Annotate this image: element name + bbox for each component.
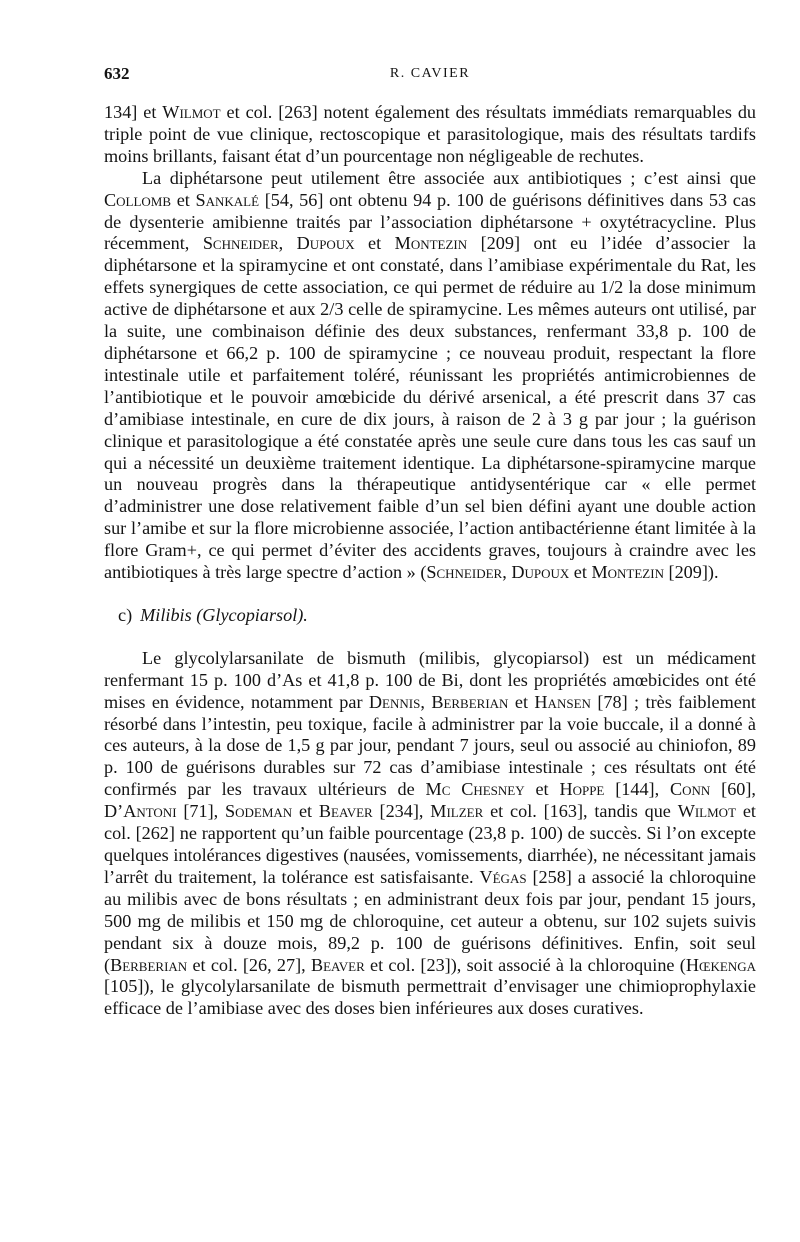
text-run: et [292, 801, 319, 822]
text-run: et col. [163], tandis que [483, 801, 678, 822]
text-run: , [420, 691, 432, 712]
body-text [104, 102, 756, 1020]
author-name: Hœkenga [685, 954, 756, 975]
text-run: [71], [176, 801, 225, 822]
text-run: et col. [23]), soit associé à la chloroquine ( [364, 954, 686, 975]
author-name: Berberian [110, 954, 188, 975]
author-name: Schneider [426, 562, 503, 583]
text-run: et [508, 691, 535, 712]
author-name: D’Antoni [104, 801, 177, 822]
text-run: et [171, 189, 196, 210]
author-name: Wilmot [677, 801, 737, 822]
text-run: et col. [263] notent également des résultats immédiats remarquables du triple point de vue clinique, rectoscopique et parasitologique, mais des résultats tardifs moins brillants, faisant état d’un pourcentage non négligeable de rechutes. [104, 102, 757, 166]
text-run: La diphétarsone peut utilement être associée aux antibiotiques ; c’est ainsi que [142, 167, 756, 188]
author-name: Montezin [591, 562, 664, 583]
author-name: Montezin [394, 233, 468, 254]
text-run: [144], [604, 779, 670, 800]
running-head: R. CAVIER [389, 66, 471, 81]
section-title: Milibis (Glycopiarsol). [140, 604, 308, 625]
text-run: , [278, 233, 297, 254]
text-run: 134] et [104, 102, 163, 122]
author-name: Mc Chesney [425, 779, 525, 800]
author-name: Collomb [104, 189, 172, 210]
author-name: Schneider [202, 233, 279, 254]
author-name: Beaver [310, 954, 365, 975]
section-letter: c) [118, 604, 133, 625]
text-run: , [502, 562, 512, 583]
text-run: [105]), le glycolylarsanilate de bismuth permettrait d’envisager une chimioprophylaxie efficace de l’amibiase avec des doses bien inférieures aux doses curatives. [104, 976, 756, 1019]
text-run: et col. [26, 27], [187, 954, 311, 975]
author-name: Hoppe [559, 779, 605, 800]
author-name: Végas [479, 866, 527, 887]
text-run: Le glycolylarsanilate de bismuth (milibis, glycopiarsol) est un médicament renfermant 15 p. 100 d’As et 41,8 p. 100 de Bi, dont les propriétés amœbicides ont été mises en évidence, notamment par [104, 647, 756, 712]
text-run: [54, 56] ont obtenu 94 p. 100 de guérisons définitives dans 53 cas de dysenterie amibienne traités par l’association diphétarsone + oxytétracycline. Plus récemment, [104, 189, 756, 254]
text-run: [258] a associé la chloroquine au milibis avec de bons résultats ; en administrant deux fois par jour, pendant 15 jours, 500 mg de milibis et 150 mg de chloroquine, cet auteur a obtenu, sur 102 sujets suivis pendant six à douze mois, 89,2 p. 100 de guérisons définitives. Enfin, soit seul ( [104, 866, 756, 975]
section-heading [118, 605, 756, 627]
author-name: Dupoux [296, 233, 355, 254]
author-name: Dennis [368, 691, 421, 712]
text-run: et [354, 233, 395, 254]
text-run: [209] ont eu l’idée d’associer la diphétarsone et la spiramycine et ont constaté, dans l’amibiase expérimentale du Rat, les effets synergiques de cette association, ce qui permet de réduire au 1/2 la dose minimum active de diphétarsone et aux 2/3 celle de spiramycine. Les mêmes auteurs ont utilisé, par la suite, une combinaison définie des deux substances, renfermant 33,8 p. 100 de diphétarsone et 66,2 p. 100 de spiramycine ; ce nouveau produit, respectant la flore intestinale utile et parfaitement toléré, réunissant les propriétés antimicrobiennes de l’antibiotique et le pouvoir amœbicide du dérivé arsenical, a été prescrit dans 37 cas d’amibiase intestinale, en cure de dix jours, à raison de 2 à 3 g par jour ; la guérison clinique et parasitologique a été constatée après une seule cure dans tous les cas sauf un qui a nécessité un deuxième traitement identique. La diphétarsone-spiramycine marque un nouveau progrès dans la thérapeutique antidysentérique car « elle permet d’administrer une dose relativement faible d’un sel bien défini ayant une double action sur l’amibe et sur la flore microbienne associée, l’action antibactérienne étant limitée à la flore Gram+, ce qui permet d’éviter des accidents graves, toujours à craindre avec les antibiotiques à très large spectre d’action » ( [104, 233, 756, 583]
author-name: Sodeman [225, 801, 293, 822]
paragraph [104, 102, 756, 168]
author-name: Dupoux [511, 562, 570, 583]
text-run: [234], [372, 801, 431, 822]
author-name: Sankalé [195, 189, 260, 210]
paragraph [104, 648, 756, 1020]
author-name: Wilmot [162, 102, 221, 122]
author-name: Beaver [318, 801, 373, 822]
text-run: et col. [262] ne rapportent qu’un faible pourcentage (23,8 p. 100) de succès. Si l’on excepte quelques intolérances digestives (nausées, vomissements, diarrhée), ne nécessitant jamais l’arrêt du traitement, la tolérance est satisfaisante. [104, 801, 756, 887]
text-run: et [524, 779, 560, 800]
text-run: et [569, 562, 592, 583]
author-name: Milzer [430, 801, 484, 822]
author-name: Berberian [431, 691, 509, 712]
author-name: Conn [670, 779, 711, 800]
page-number: 632 [104, 64, 130, 83]
text-run: [209]). [663, 562, 719, 583]
text-run: [78] ; très faiblement résorbé dans l’intestin, peu toxique, facile à administrer par la voie buccale, il a donné à ces auteurs, à la dose de 1,5 g par jour, pendant 7 jours, seul ou associé au chiniofon, 89 p. 100 de guérisons durables sur 72 cas d’amibiase intestinale ; ces résultats ont été confirmés par les travaux ultérieurs de [104, 691, 756, 800]
text-run: [60], [710, 779, 756, 800]
author-name: Hansen [534, 691, 591, 712]
paragraph [104, 168, 756, 584]
